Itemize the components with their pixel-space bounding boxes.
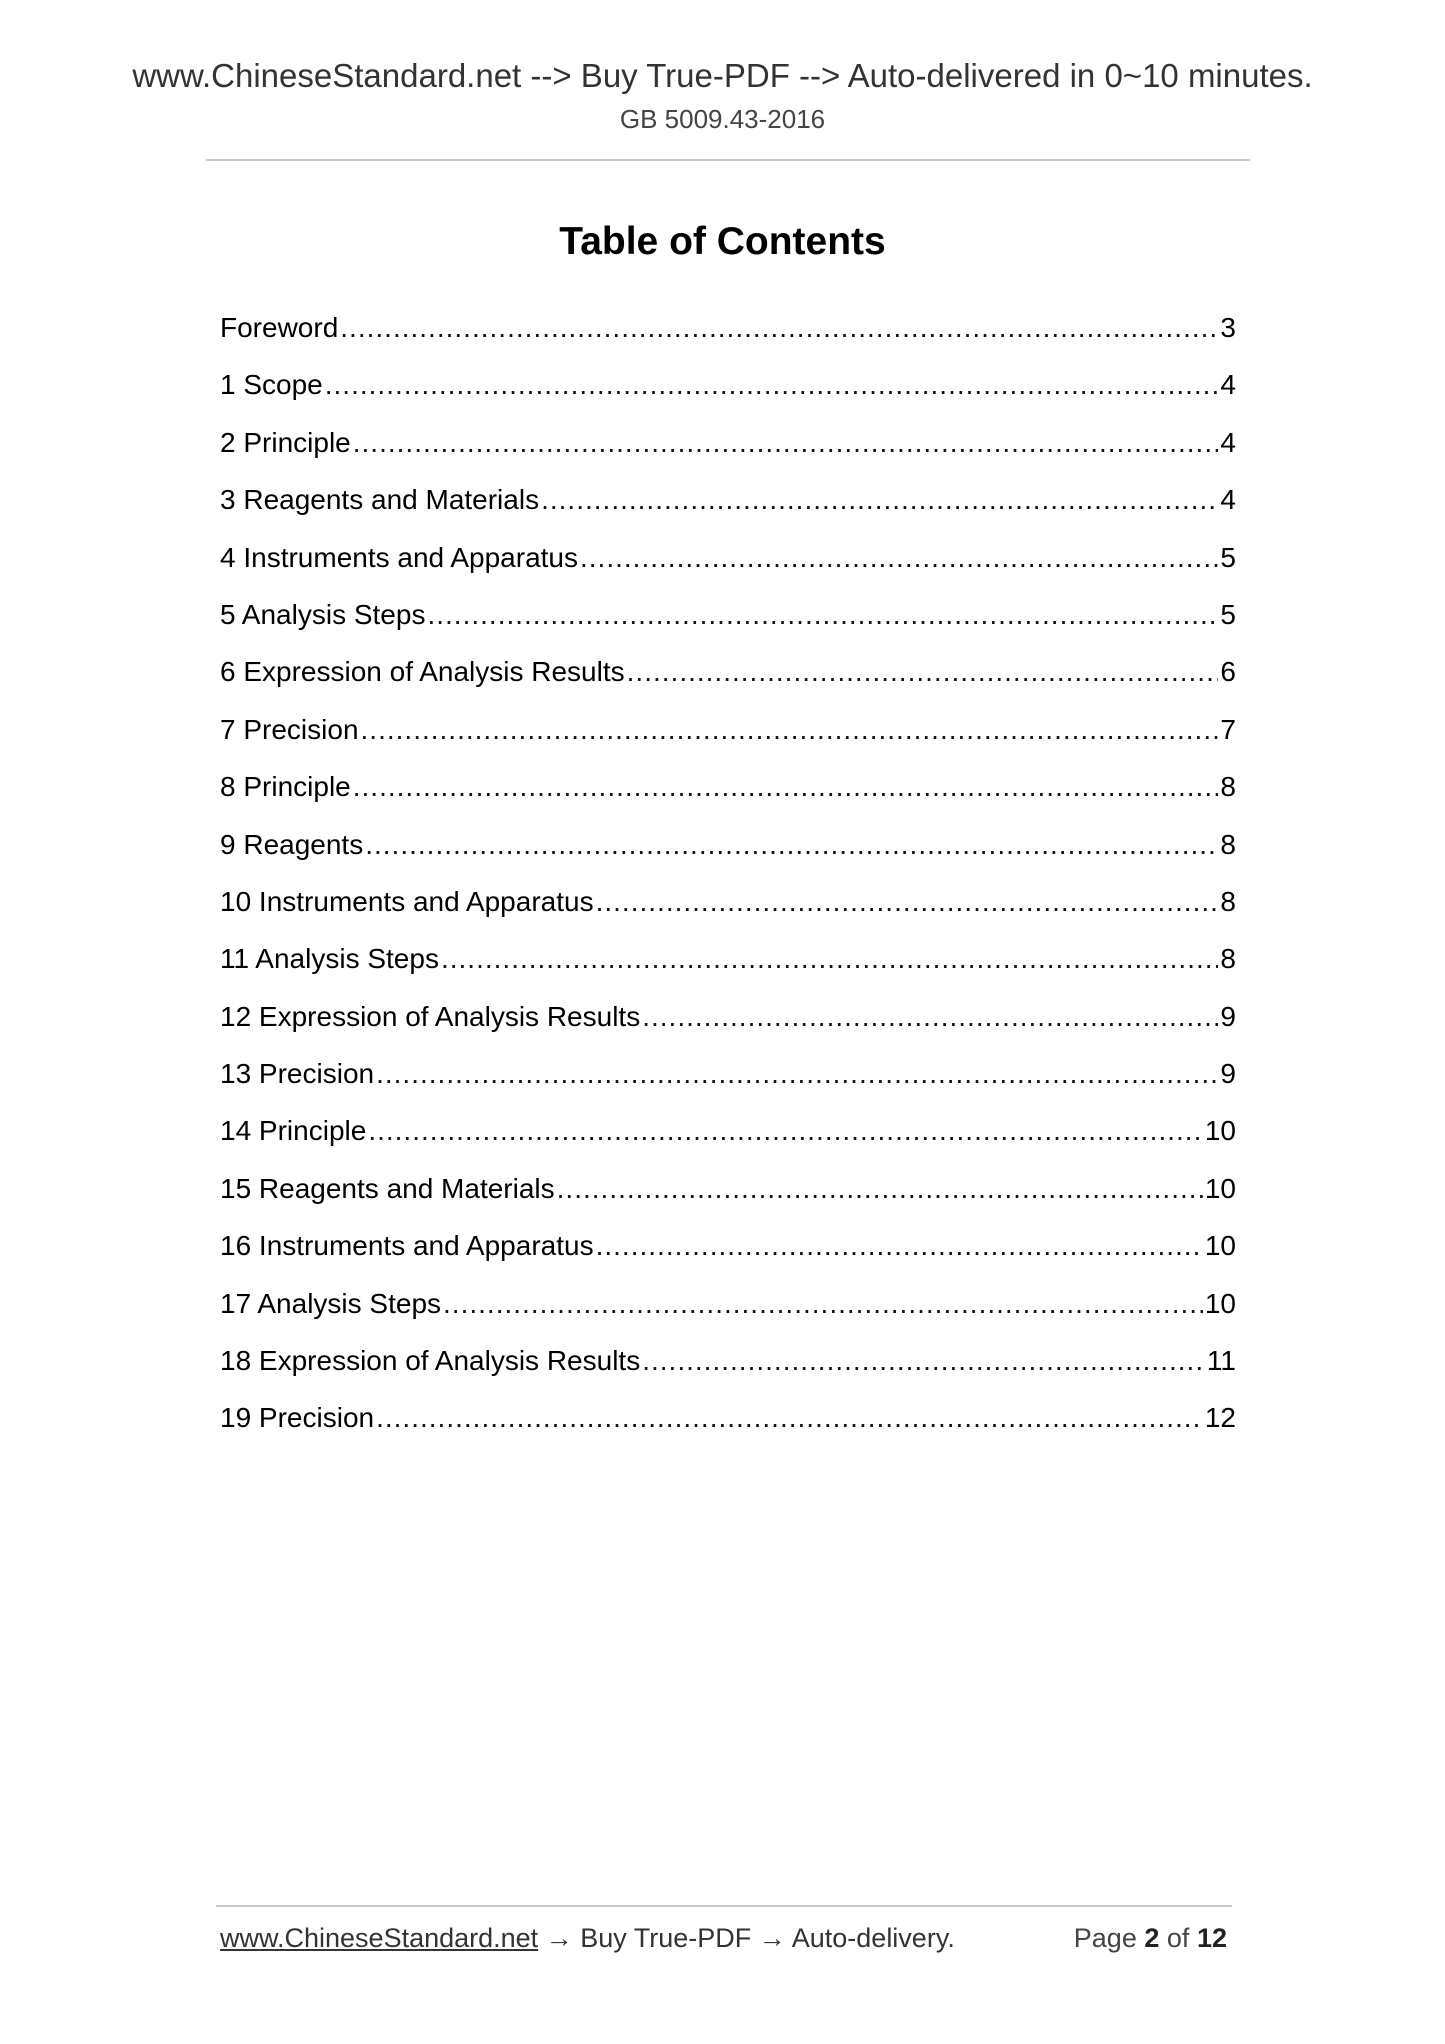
toc-entry[interactable]: [220, 538, 1236, 595]
toc-entry-label: 17 Analysis Steps: [220, 1287, 442, 1319]
toc-list: [220, 308, 1236, 1456]
toc-dot-leader: [376, 1054, 1218, 1094]
toc-entry-label: 10 Instruments and Apparatus: [220, 885, 594, 917]
toc-entry[interactable]: [220, 882, 1236, 939]
toc-dot-leader: [541, 480, 1218, 520]
toc-entry[interactable]: [220, 1398, 1236, 1455]
toc-entry-label: 11 Analysis Steps: [220, 943, 439, 975]
toc-entry[interactable]: [220, 480, 1236, 537]
toc-entry-label: 7 Precision: [220, 713, 359, 745]
toc-entry-page: 8: [1220, 943, 1236, 975]
toc-entry-page: 4: [1220, 369, 1236, 401]
toc-entry-label: Foreword: [220, 312, 339, 343]
toc-entry-page: 6: [1220, 656, 1236, 688]
toc-dot-leader: [427, 595, 1218, 635]
toc-entry-label: 6 Expression of Analysis Results: [220, 656, 625, 688]
toc-entry-label: 2 Principle: [220, 426, 351, 458]
toc-dot-leader: [642, 997, 1218, 1037]
toc-entry-label: 15 Reagents and Materials: [220, 1172, 555, 1204]
toc-dot-leader: [368, 1111, 1203, 1151]
toc-entry[interactable]: [220, 1111, 1236, 1168]
toc-dot-leader: [340, 308, 1218, 348]
toc-title: Table of Contents: [559, 220, 886, 263]
toc-entry-page: 12: [1204, 1402, 1236, 1434]
toc-entry[interactable]: [220, 365, 1236, 422]
toc-entry-label: 9 Reagents: [220, 828, 364, 860]
footer-site-link[interactable]: www.ChineseStandard.net: [220, 1923, 539, 1953]
page-word: Page: [1073, 1923, 1137, 1953]
toc-dot-leader: [376, 1398, 1203, 1438]
toc-entry-label: 13 Precision: [220, 1058, 375, 1090]
page-indicator: [1074, 1920, 1227, 1956]
footer-promo: [220, 1920, 955, 1956]
toc-entry[interactable]: [220, 1169, 1236, 1226]
toc-entry-label: 14 Principle: [220, 1115, 367, 1147]
toc-dot-leader: [353, 767, 1219, 807]
toc-entry[interactable]: [220, 1054, 1236, 1111]
toc-dot-leader: [596, 882, 1219, 922]
toc-entry-label: 3 Reagents and Materials: [220, 484, 540, 516]
toc-entry[interactable]: [220, 767, 1236, 824]
toc-dot-leader: [361, 710, 1219, 750]
header-divider: [206, 159, 1250, 161]
footer-divider: [216, 1905, 1232, 1907]
toc-dot-leader: [443, 1284, 1203, 1324]
toc-entry-page: 3: [1220, 312, 1236, 343]
toc-dot-leader: [642, 1341, 1205, 1381]
toc-entry[interactable]: [220, 423, 1236, 480]
toc-entry-label: 12 Expression of Analysis Results: [220, 1000, 641, 1032]
total-pages-number: 12: [1196, 1923, 1227, 1953]
toc-entry-page: 5: [1220, 598, 1236, 630]
toc-entry-page: 8: [1220, 885, 1236, 917]
toc-entry-page: 10: [1204, 1115, 1236, 1147]
toc-entry-label: 19 Precision: [220, 1402, 375, 1434]
toc-entry[interactable]: [220, 308, 1236, 365]
page-header: [0, 56, 1445, 136]
toc-entry[interactable]: [220, 595, 1236, 652]
toc-entry-page: 11: [1206, 1345, 1236, 1377]
toc-dot-leader: [353, 423, 1219, 463]
toc-entry-page: 10: [1204, 1230, 1236, 1262]
toc-entry-page: 9: [1220, 1000, 1236, 1032]
toc-dot-leader: [596, 1226, 1203, 1266]
toc-entry-page: 8: [1220, 828, 1236, 860]
toc-entry-page: 10: [1204, 1287, 1236, 1319]
toc-entry-page: 5: [1220, 541, 1236, 573]
of-word: of: [1166, 1923, 1190, 1953]
toc-entry-label: 5 Analysis Steps: [220, 598, 426, 630]
toc-dot-leader: [365, 825, 1218, 865]
toc-entry-label: 8 Principle: [220, 771, 351, 803]
toc-entry[interactable]: [220, 1284, 1236, 1341]
toc-entry[interactable]: [220, 1341, 1236, 1398]
toc-entry[interactable]: [220, 825, 1236, 882]
toc-entry[interactable]: [220, 939, 1236, 996]
toc-dot-leader: [325, 365, 1219, 405]
header-promo-text: www.ChineseStandard.net --> Buy True-PDF --> Auto-delivered in 0~10 minutes.: [132, 57, 1313, 94]
standard-number: GB 5009.43-2016: [619, 104, 826, 134]
toc-entry[interactable]: [220, 652, 1236, 709]
toc-entry[interactable]: [220, 997, 1236, 1054]
toc-entry-label: 16 Instruments and Apparatus: [220, 1230, 594, 1262]
toc-dot-leader: [441, 939, 1218, 979]
toc-entry-page: 9: [1220, 1058, 1236, 1090]
toc-entry[interactable]: [220, 1226, 1236, 1283]
toc-entry-page: 4: [1220, 426, 1236, 458]
toc-entry-page: 8: [1220, 771, 1236, 803]
toc-dot-leader: [627, 652, 1219, 692]
toc-entry[interactable]: [220, 710, 1236, 767]
toc-entry-page: 4: [1220, 484, 1236, 516]
footer-promo-text: → Buy True-PDF → Auto-delivery.: [538, 1923, 955, 1953]
toc-dot-leader: [580, 538, 1218, 578]
toc-entry-page: 7: [1220, 713, 1236, 745]
current-page-number: 2: [1144, 1923, 1160, 1953]
toc-entry-label: 4 Instruments and Apparatus: [220, 541, 578, 573]
toc-entry-page: 10: [1204, 1172, 1236, 1204]
toc-dot-leader: [557, 1169, 1203, 1209]
toc-entry-label: 1 Scope: [220, 369, 323, 401]
toc-entry-label: 18 Expression of Analysis Results: [220, 1345, 641, 1377]
